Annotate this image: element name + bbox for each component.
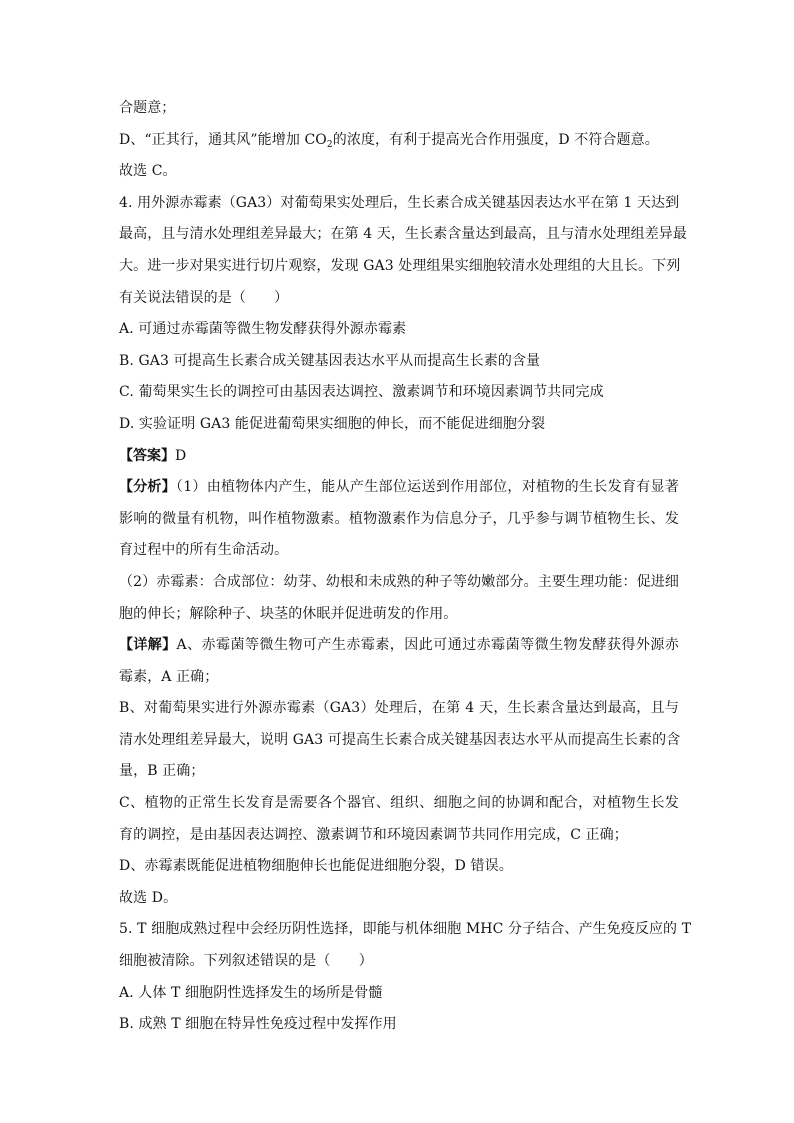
question-text-line: 大。进一步对果实进行切片观察，发现 GA3 处理组果实细胞较清水处理组的大且长。下列 [119,257,681,274]
explanation-tag: 【详解】 [119,637,177,654]
option-a: A. 人体 T 细胞阴性选择发生的场所是骨髓 [119,984,383,1001]
question-text-line: 最高，且与清水处理组差异最大；在第 4 天，生长素含量达到最高，且与清水处理组差异最 [119,226,688,243]
question-text-line: 细胞被清除。下列叙述错误的是（ ） [119,953,373,970]
explanation-line: 【详解】A、赤霉菌等微生物可产生赤霉素，因此可通过赤霉菌等微生物发酵获得外源赤 [119,637,679,654]
analysis-line: 育过程中的所有生命活动。 [119,542,289,559]
analysis-line: （2）赤霉素：合成部位：幼芽、幼根和未成熟的种子等幼嫩部分。主要生理功能：促进细 [119,573,679,590]
explanation-line: 育的调控，是由基因表达调控、激素调节和环境因素调节共同作用完成，C 正确； [119,826,628,843]
question-text-line: 有关说法错误的是（ ） [119,289,289,306]
analysis-line: 胞的伸长；解除种子、块茎的休眠并促进萌发的作用。 [119,605,458,622]
analysis-line: 影响的微量有机物，叫作植物激素。植物激素作为信息分子，几乎参与调节植物生长、发 [119,510,679,527]
document-body [119,100,692,1048]
explanation-line: 霉素，A 正确； [119,668,219,685]
analysis-line: 【分析】（1）由植物体内产生，能从产生部位运送到作用部位，对植物的生长发育有显著 [119,479,679,496]
option-d: D. 实验证明 GA3 能促进葡萄果实细胞的伸长，而不能促进细胞分裂 [119,415,546,432]
explanation-line: C、植物的正常生长发育是需要各个器官、组织、细胞之间的协调和配合，对植物生长发 [119,795,679,812]
option-a: A. 可通过赤霉菌等微生物发酵获得外源赤霉素 [119,321,407,338]
answer-tag: 【答案】 [119,447,175,464]
explanation-line: 量，B 正确； [119,763,205,780]
analysis-tag: 【分析】 [119,479,176,496]
explanation-line: 清水处理组差异最大，说明 GA3 可提高生长素合成关键基因表达水平从而提高生长素的含 [119,731,681,748]
text-line: D、“正其行，通其风”能增加 $CO_2$的浓度，有利于提高光合作用强度，D 不符合题意。 [119,131,659,150]
answer-line: 【答案】D [119,447,187,464]
subscript: 2 [326,139,333,150]
option-b: B. GA3 可提高生长素合成关键基因表达水平从而提高生长素的含量 [119,352,541,369]
question-text-line: 4. 用外源赤霉素（GA3）对葡萄果实处理后，生长素合成关键基因表达水平在第 1 天达到 [119,194,680,211]
question-text-line: 5. T 细胞成熟过程中会经历阴性选择，即能与机体细胞 MHC 分子结合、产生免疫反应的 T [119,921,692,938]
conclusion-line: 故选 D。 [119,889,178,906]
option-b: B. 成熟 T 细胞在特异性免疫过程中发挥作用 [119,1016,397,1033]
explanation-line: B、对葡萄果实进行外源赤霉素（GA3）处理后，在第 4 天，生长素含量达到最高，且与 [119,700,679,717]
text-line: 合题意； [119,100,176,116]
explanation-line: D、赤霉素既能促进植物细胞伸长也能促进细胞分裂，D 错误。 [119,858,513,875]
option-c: C. 葡萄果实生长的调控可由基因表达调控、激素调节和环境因素调节共同完成 [119,384,604,401]
text-line: 故选 C。 [119,163,177,180]
